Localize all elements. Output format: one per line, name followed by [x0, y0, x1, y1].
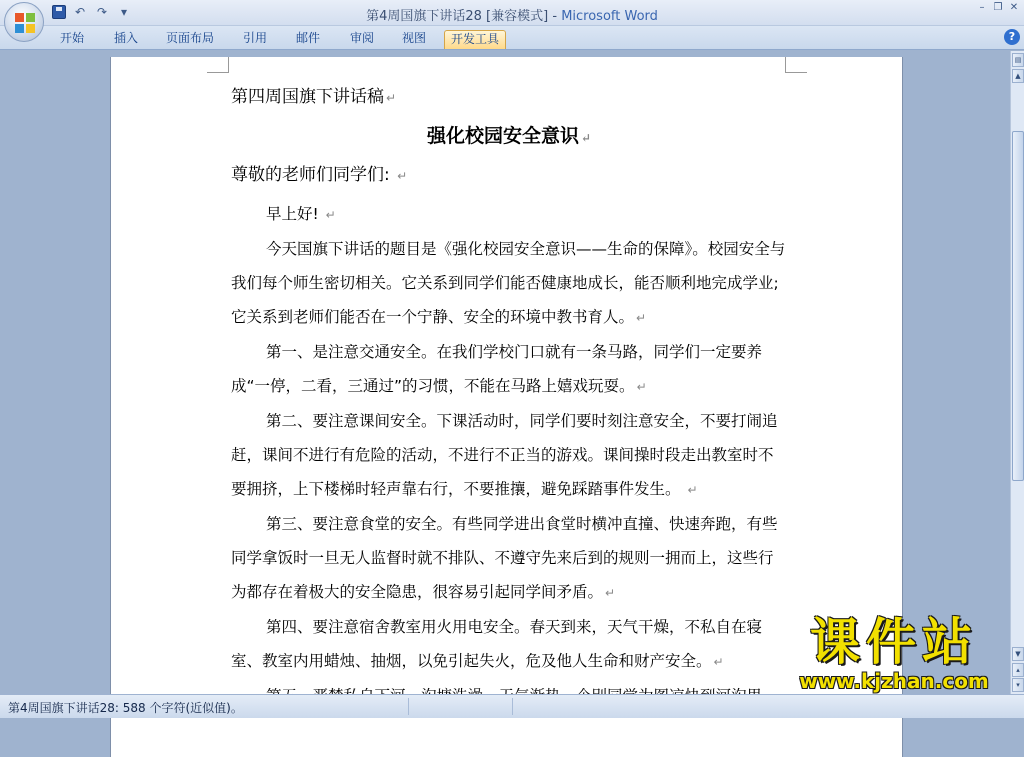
next-page-icon[interactable]: ▾: [1012, 678, 1024, 692]
window-controls: [976, 2, 1020, 13]
scroll-thumb[interactable]: [1012, 131, 1024, 481]
tab-references[interactable]: 引用: [243, 31, 268, 45]
watermark-url: www.kjzhan.com: [799, 669, 989, 693]
redo-icon[interactable]: ↷: [96, 5, 108, 19]
scroll-up-icon[interactable]: ▲: [1012, 69, 1024, 83]
paragraph: 第一、是注意交通安全。在我们学校门口就有一条马路，同学们一定要养成“一停，二看，三通过”的习惯，不能在马路上嬉戏玩耍。 ↵: [231, 343, 763, 395]
paragraph-mark-icon: ↵: [397, 169, 408, 183]
customize-qat-icon[interactable]: ▾: [120, 5, 128, 19]
document-name: 第4周国旗下讲话28: [366, 9, 482, 24]
window-title: [0, 5, 1024, 24]
paragraph-mark-icon: ↵: [636, 380, 647, 394]
paragraph-mark-icon: ↵: [713, 655, 724, 669]
paragraph: 今天国旗下讲话的题目是《强化校园安全意识——生命的保障》。校园安全与我们每个师生密切相关。它关系到同学们能否健康地成长，能否顺利地完成学业;它关系到老师们能否在一个宁静、安全的环境中教书育人。 ↵: [231, 240, 786, 326]
tab-insert[interactable]: 插入: [114, 31, 139, 45]
title-separator: -: [552, 9, 558, 24]
document-title: 强化校园安全意识 ↵: [426, 125, 592, 147]
paragraph-mark-icon: ↵: [325, 208, 336, 222]
paragraph-mark-icon: ↵: [580, 131, 592, 145]
greeting: 尊敬的老师们同学们: ↵: [231, 165, 408, 185]
paragraph: 第三、要注意食堂的安全。有些同学进出食堂时横冲直撞、快速奔跑，有些同学拿饭时一旦无人监督时就不排队、不遵守先来后到的规则一拥而上，这些行为都存在着极大的安全隐患，很容易引起同学间矛盾。 ↵: [231, 515, 778, 601]
undo-icon[interactable]: ↶: [74, 5, 86, 19]
paragraph-mark-icon: ↵: [605, 586, 616, 600]
office-button[interactable]: [4, 2, 44, 42]
status-divider: [408, 698, 409, 715]
paragraph: 第四、要注意宿舍教室用火用电安全。春天到来，天气干燥，不私自在寝室、教室内用蜡烛、抽烟，以免引起失火，危及他人生命和财产安全。 ↵: [231, 618, 763, 670]
header-line: 第四周国旗下讲话稿 ↵: [231, 87, 397, 107]
watermark-text: 课件站: [810, 613, 978, 671]
word-count-status[interactable]: 第4周国旗下讲话28: 588 个字符(近似值)。: [8, 701, 243, 715]
paragraph-mark-icon: ↵: [687, 483, 698, 497]
restore-icon[interactable]: ❐: [993, 2, 1003, 13]
tab-developer[interactable]: 开发工具: [444, 30, 506, 49]
crop-mark-top-right: [785, 57, 807, 73]
help-icon[interactable]: ?: [1004, 29, 1020, 45]
crop-mark-top-left: [207, 57, 229, 73]
status-divider: [512, 698, 513, 715]
previous-page-icon[interactable]: ▴: [1012, 663, 1024, 677]
tab-review[interactable]: 审阅: [350, 31, 375, 45]
paragraph: 早上好! ↵: [266, 205, 336, 223]
vertical-scrollbar[interactable]: [1010, 51, 1024, 694]
ribbon-tabs: [0, 26, 1024, 50]
document-body[interactable]: [231, 83, 787, 713]
paragraph: 第二、要注意课间安全。下课活动时，同学们要时刻注意安全，不要打闹追赶，课间不进行有危险的活动，不进行不正当的游戏。课间操时段走出教室时不要拥挤，上下楼梯时轻声靠右行，不要推攘，避免踩踏事件发生。 ↵: [231, 412, 778, 498]
paragraph-mark-icon: ↵: [636, 311, 647, 325]
scroll-down-icon[interactable]: ▼: [1012, 647, 1024, 661]
tab-page-layout[interactable]: 页面布局: [166, 31, 215, 45]
status-bar: [0, 694, 1024, 718]
close-icon[interactable]: ✕: [1009, 2, 1019, 13]
compat-mode: [兼容模式]: [486, 9, 549, 24]
office-logo-icon: [15, 13, 35, 33]
tab-home[interactable]: 开始: [60, 31, 85, 45]
title-bar: [0, 0, 1024, 26]
ruler-toggle-icon[interactable]: ▤: [1012, 53, 1024, 67]
watermark-logo: [778, 614, 1010, 692]
tab-mailings[interactable]: 邮件: [296, 31, 321, 45]
app-name: Microsoft Word: [561, 9, 658, 24]
document-workspace: [0, 51, 1010, 694]
tab-view[interactable]: 视图: [402, 31, 427, 45]
minimize-icon[interactable]: –: [979, 2, 985, 13]
paragraph-mark-icon: ↵: [386, 91, 397, 105]
